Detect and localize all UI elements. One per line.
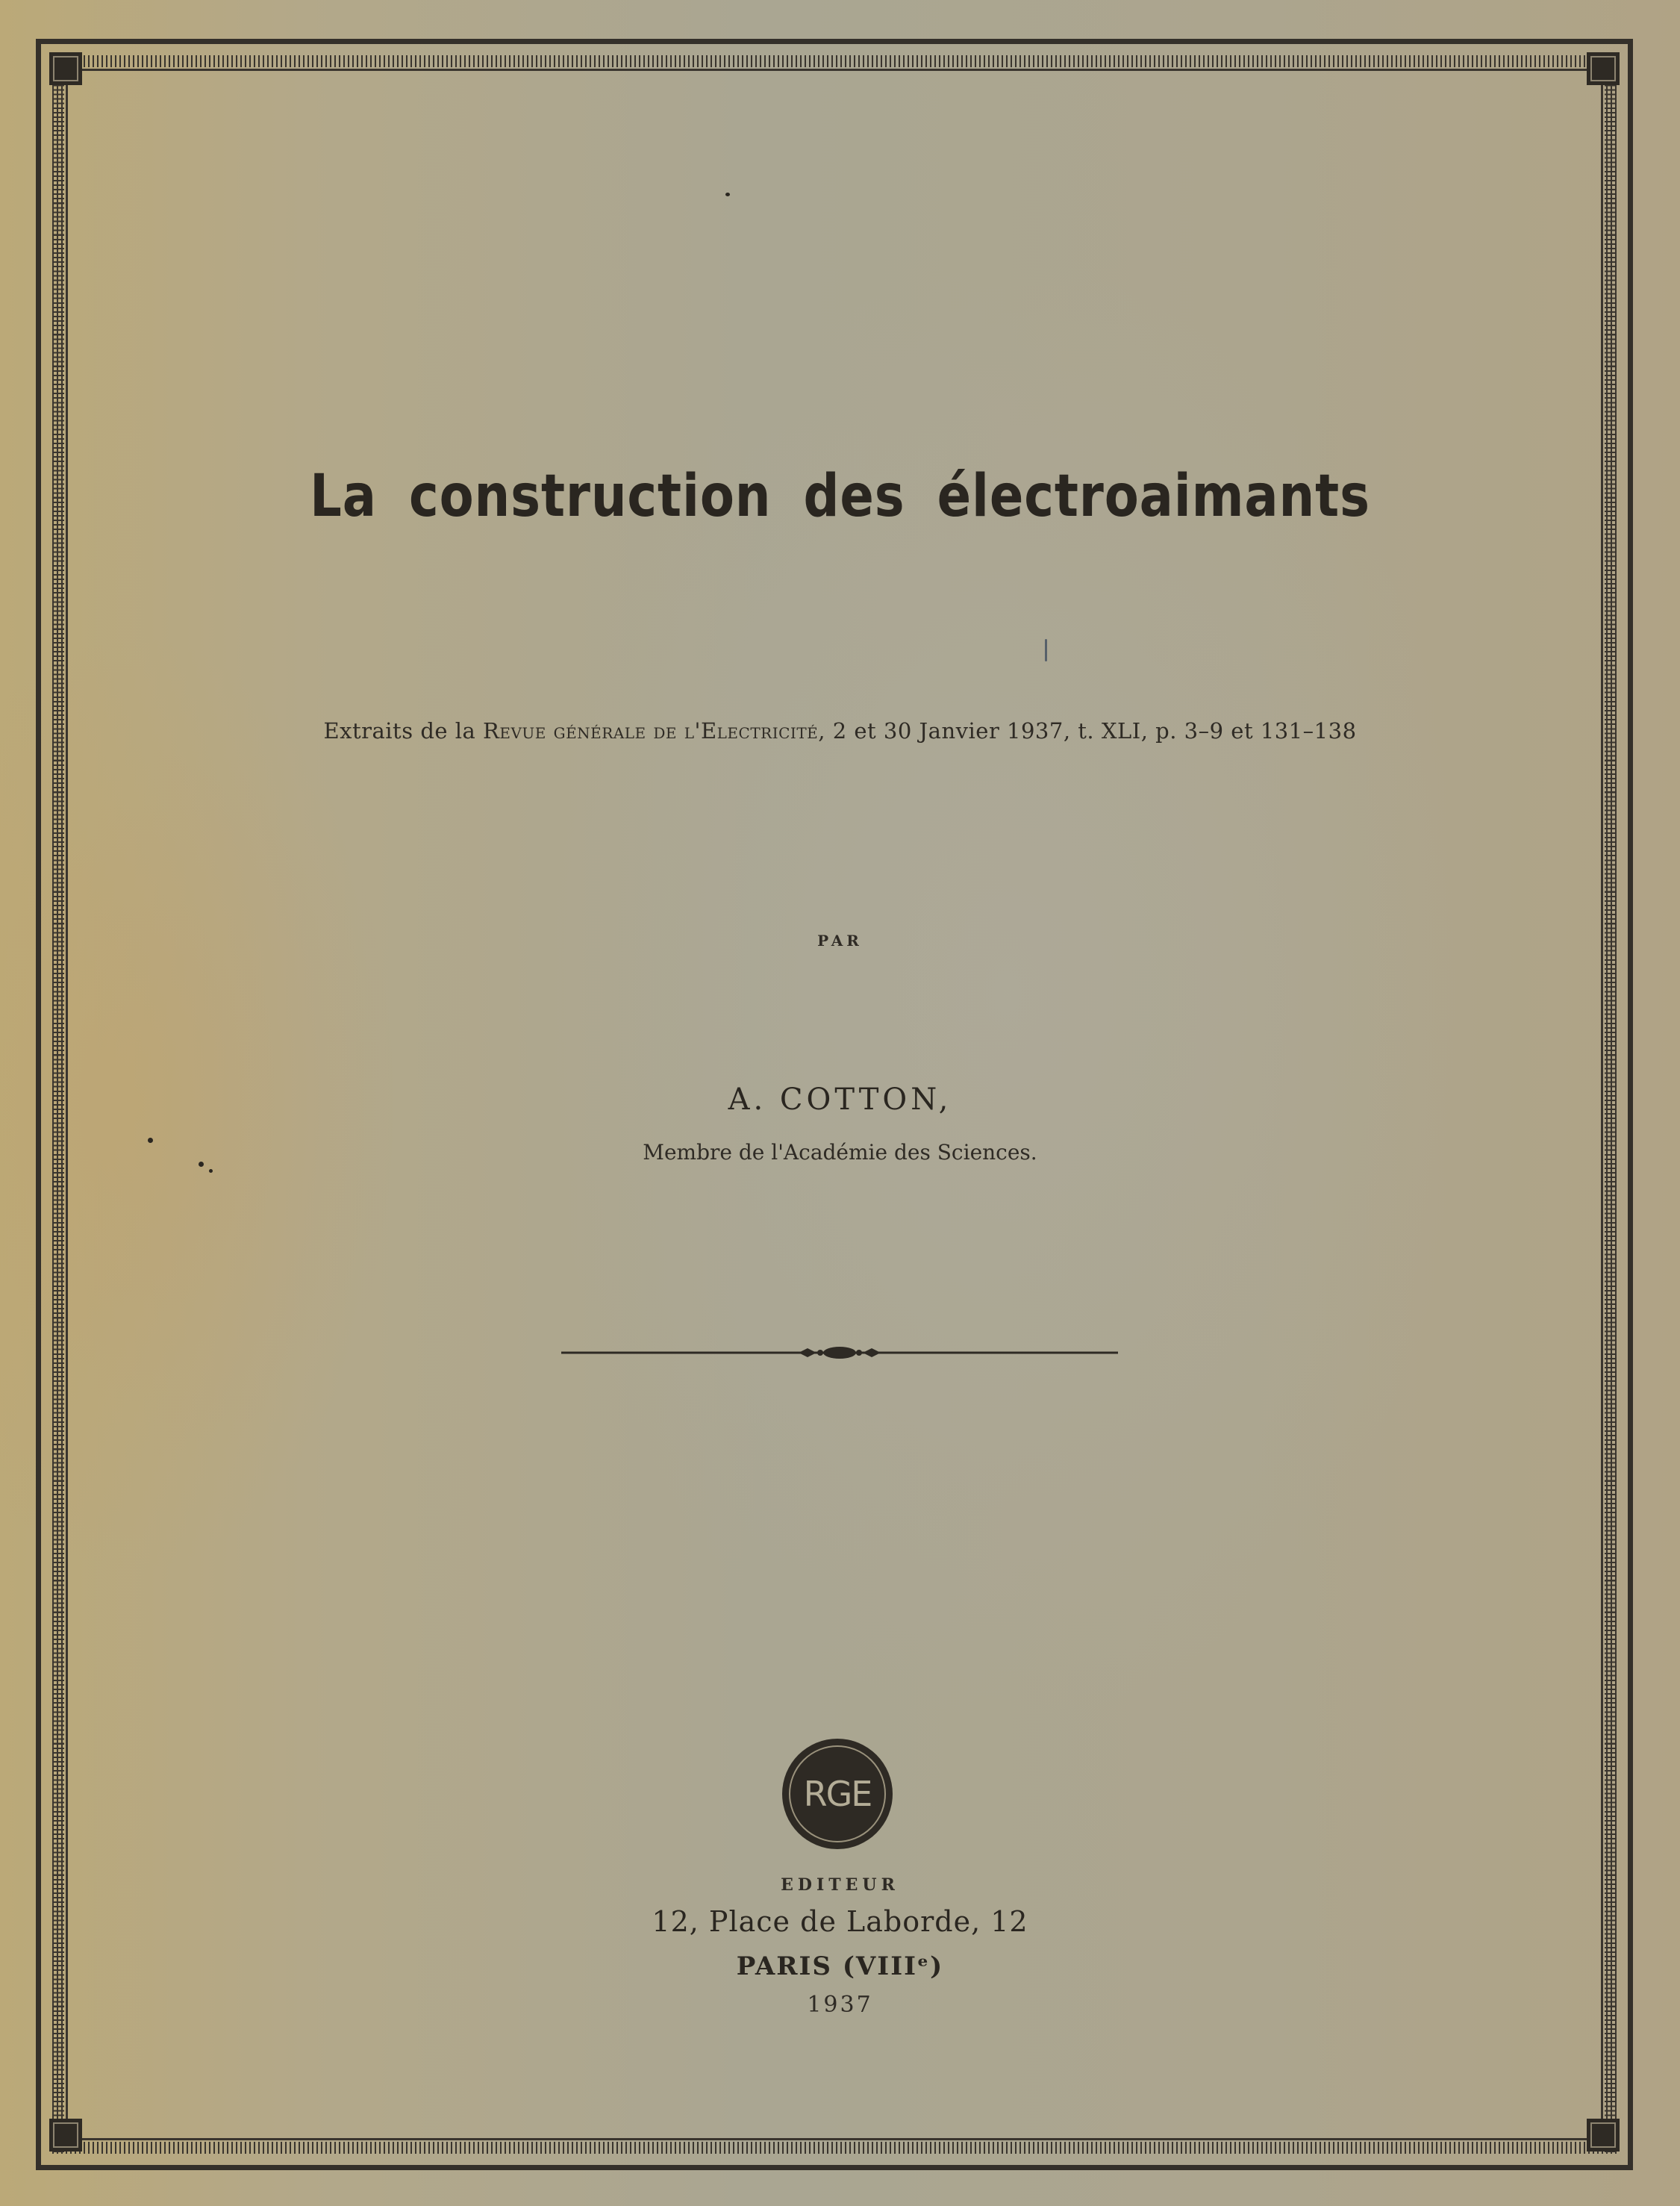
- publication-year: 1937: [807, 1992, 873, 2018]
- corner-ornament-top-left: [49, 52, 82, 85]
- paper-speck: [725, 193, 730, 196]
- extract-prefix: Extraits de la: [323, 718, 484, 744]
- publisher-logo-text: RGE: [803, 1774, 872, 1814]
- paper-speck: [148, 1138, 153, 1143]
- publisher-address: 12, Place de Laborde, 12: [652, 1905, 1028, 1938]
- document-title: La construction des électroaimants: [310, 463, 1370, 530]
- author-affiliation: Membre de l'Académie des Sciences.: [643, 1140, 1037, 1165]
- corner-ornament-bottom-right: [1587, 2119, 1620, 2152]
- paper-speck: [209, 1169, 213, 1173]
- paper-speck: [199, 1162, 204, 1167]
- paper-speck: [1045, 639, 1047, 661]
- corner-ornament-bottom-left: [49, 2119, 82, 2152]
- extract-journal: Revue générale de l'Electricité: [483, 718, 819, 744]
- extract-line: [0, 718, 1680, 744]
- by-label: PAR: [817, 932, 863, 950]
- publisher-role: EDITEUR: [781, 1875, 899, 1895]
- publisher-city: PARIS (VIIIᵉ): [736, 1951, 944, 1981]
- corner-ornament-top-right: [1587, 52, 1620, 85]
- ornamental-rule: [561, 1344, 1118, 1362]
- author-name: A. COTTON,: [728, 1082, 952, 1117]
- extract-suffix: , 2 et 30 Janvier 1937, t. XLI, p. 3–9 et 131–138: [818, 718, 1357, 744]
- publisher-logo: [779, 1736, 896, 1852]
